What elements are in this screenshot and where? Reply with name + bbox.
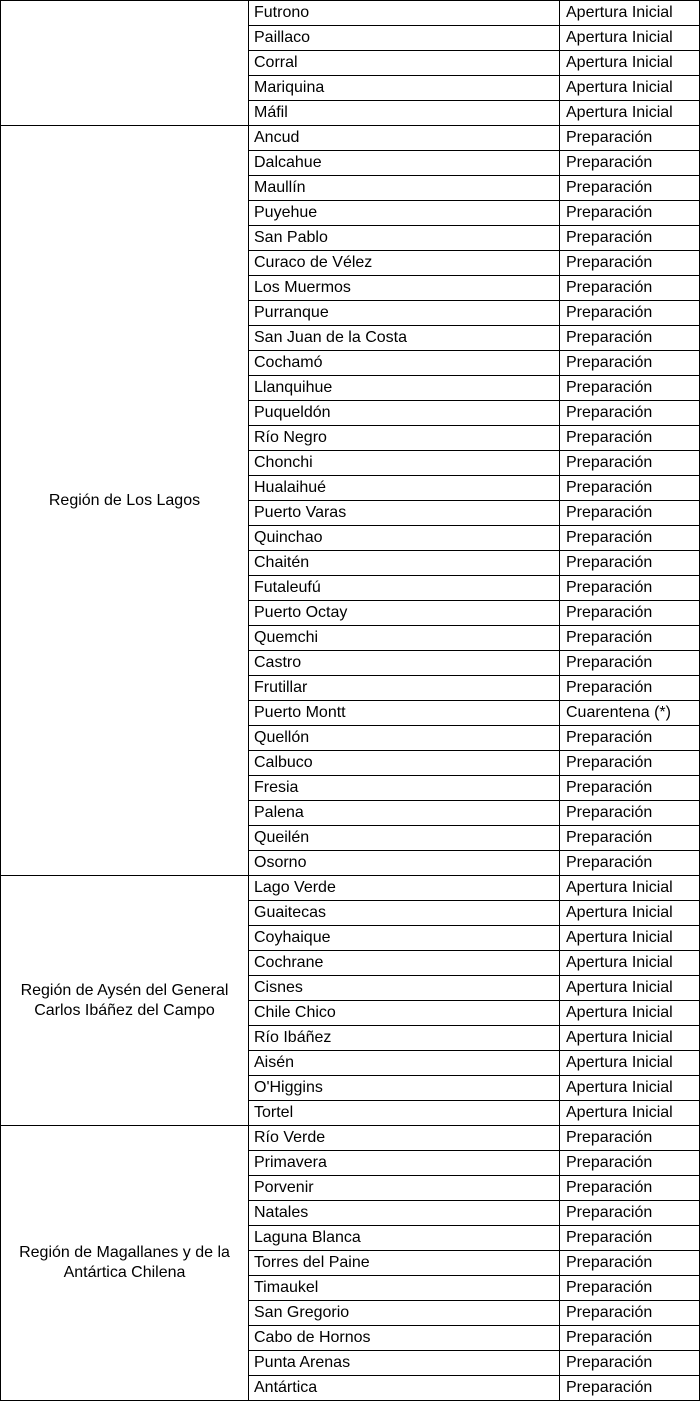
phase-status: Preparación bbox=[560, 1226, 700, 1251]
commune-name: Osorno bbox=[249, 851, 560, 876]
phase-status: Apertura Inicial bbox=[560, 901, 700, 926]
commune-name: Puqueldón bbox=[249, 401, 560, 426]
phase-status: Preparación bbox=[560, 676, 700, 701]
commune-name: Laguna Blanca bbox=[249, 1226, 560, 1251]
commune-name: Maullín bbox=[249, 176, 560, 201]
commune-name: Purranque bbox=[249, 301, 560, 326]
phase-status: Preparación bbox=[560, 501, 700, 526]
phase-status: Preparación bbox=[560, 1151, 700, 1176]
commune-name: San Gregorio bbox=[249, 1301, 560, 1326]
phase-status: Preparación bbox=[560, 851, 700, 876]
phase-status: Preparación bbox=[560, 1201, 700, 1226]
commune-name: Cochrane bbox=[249, 951, 560, 976]
phase-status: Apertura Inicial bbox=[560, 1051, 700, 1076]
commune-name: Puerto Varas bbox=[249, 501, 560, 526]
phase-status: Preparación bbox=[560, 351, 700, 376]
table-row bbox=[1, 1126, 700, 1151]
phase-status: Preparación bbox=[560, 551, 700, 576]
phase-status: Preparación bbox=[560, 251, 700, 276]
commune-name: Chaitén bbox=[249, 551, 560, 576]
phase-status: Preparación bbox=[560, 376, 700, 401]
commune-name: Chonchi bbox=[249, 451, 560, 476]
commune-name: Futrono bbox=[249, 1, 560, 26]
commune-name: Antártica bbox=[249, 1376, 560, 1401]
phase-status: Preparación bbox=[560, 1351, 700, 1376]
phase-status: Preparación bbox=[560, 726, 700, 751]
phase-status: Preparación bbox=[560, 526, 700, 551]
phase-status: Preparación bbox=[560, 401, 700, 426]
phase-status: Preparación bbox=[560, 1176, 700, 1201]
phase-status: Apertura Inicial bbox=[560, 1, 700, 26]
phase-status: Preparación bbox=[560, 751, 700, 776]
phase-status: Preparación bbox=[560, 326, 700, 351]
commune-name: Futaleufú bbox=[249, 576, 560, 601]
phase-status: Preparación bbox=[560, 1126, 700, 1151]
phase-status: Preparación bbox=[560, 801, 700, 826]
phase-status: Preparación bbox=[560, 226, 700, 251]
commune-name: Paillaco bbox=[249, 26, 560, 51]
phase-status: Preparación bbox=[560, 301, 700, 326]
phase-status: Preparación bbox=[560, 1326, 700, 1351]
phase-status: Preparación bbox=[560, 476, 700, 501]
commune-name: Guaitecas bbox=[249, 901, 560, 926]
commune-name: Quinchao bbox=[249, 526, 560, 551]
phase-status: Preparación bbox=[560, 601, 700, 626]
table-body bbox=[1, 1, 700, 1401]
commune-name: Cabo de Hornos bbox=[249, 1326, 560, 1351]
phase-status: Apertura Inicial bbox=[560, 1026, 700, 1051]
commune-name: Los Muermos bbox=[249, 276, 560, 301]
phase-status: Cuarentena (*) bbox=[560, 701, 700, 726]
phase-status: Preparación bbox=[560, 626, 700, 651]
commune-name: San Juan de la Costa bbox=[249, 326, 560, 351]
phase-status: Preparación bbox=[560, 426, 700, 451]
phase-status: Apertura Inicial bbox=[560, 1101, 700, 1126]
phase-status: Apertura Inicial bbox=[560, 951, 700, 976]
commune-name: Curaco de Vélez bbox=[249, 251, 560, 276]
phase-status: Preparación bbox=[560, 1301, 700, 1326]
commune-name: Dalcahue bbox=[249, 151, 560, 176]
commune-name: Natales bbox=[249, 1201, 560, 1226]
commune-name: Río Ibáñez bbox=[249, 1026, 560, 1051]
phase-status: Preparación bbox=[560, 1376, 700, 1401]
phase-status: Preparación bbox=[560, 1276, 700, 1301]
commune-name: Puerto Octay bbox=[249, 601, 560, 626]
commune-name: O'Higgins bbox=[249, 1076, 560, 1101]
phase-status: Apertura Inicial bbox=[560, 1001, 700, 1026]
commune-name: Porvenir bbox=[249, 1176, 560, 1201]
table-row bbox=[1, 1, 700, 26]
phase-status: Apertura Inicial bbox=[560, 876, 700, 901]
phase-status: Apertura Inicial bbox=[560, 51, 700, 76]
commune-name: Frutillar bbox=[249, 676, 560, 701]
commune-name: Río Negro bbox=[249, 426, 560, 451]
phase-status: Preparación bbox=[560, 126, 700, 151]
table-row bbox=[1, 876, 700, 901]
commune-name: Lago Verde bbox=[249, 876, 560, 901]
commune-name: San Pablo bbox=[249, 226, 560, 251]
region-name bbox=[1, 1, 249, 126]
commune-name: Puerto Montt bbox=[249, 701, 560, 726]
commune-name: Calbuco bbox=[249, 751, 560, 776]
region-name: Región de Aysén del General Carlos Ibáñez del Campo bbox=[1, 876, 249, 1126]
phase-status: Apertura Inicial bbox=[560, 101, 700, 126]
commune-name: Quemchi bbox=[249, 626, 560, 651]
commune-name: Aisén bbox=[249, 1051, 560, 1076]
phase-status: Preparación bbox=[560, 276, 700, 301]
commune-name: Quellón bbox=[249, 726, 560, 751]
commune-name: Mariquina bbox=[249, 76, 560, 101]
commune-name: Máfil bbox=[249, 101, 560, 126]
commune-name: Hualaihué bbox=[249, 476, 560, 501]
commune-name: Fresia bbox=[249, 776, 560, 801]
commune-name: Cisnes bbox=[249, 976, 560, 1001]
commune-name: Primavera bbox=[249, 1151, 560, 1176]
commune-name: Corral bbox=[249, 51, 560, 76]
commune-name: Palena bbox=[249, 801, 560, 826]
region-name: Región de Los Lagos bbox=[1, 126, 249, 876]
phase-status: Apertura Inicial bbox=[560, 1076, 700, 1101]
phase-status: Apertura Inicial bbox=[560, 26, 700, 51]
commune-name: Torres del Paine bbox=[249, 1251, 560, 1276]
commune-name: Punta Arenas bbox=[249, 1351, 560, 1376]
commune-name: Timaukel bbox=[249, 1276, 560, 1301]
phase-status: Apertura Inicial bbox=[560, 76, 700, 101]
phase-status: Preparación bbox=[560, 826, 700, 851]
commune-name: Cochamó bbox=[249, 351, 560, 376]
table-row bbox=[1, 126, 700, 151]
phase-status: Preparación bbox=[560, 176, 700, 201]
region-name: Región de Magallanes y de la Antártica Chilena bbox=[1, 1126, 249, 1401]
commune-name: Castro bbox=[249, 651, 560, 676]
commune-name: Río Verde bbox=[249, 1126, 560, 1151]
commune-name: Llanquihue bbox=[249, 376, 560, 401]
commune-name: Queilén bbox=[249, 826, 560, 851]
phase-status: Preparación bbox=[560, 776, 700, 801]
commune-name: Coyhaique bbox=[249, 926, 560, 951]
phase-status: Apertura Inicial bbox=[560, 976, 700, 1001]
phase-status: Preparación bbox=[560, 1251, 700, 1276]
commune-name: Puyehue bbox=[249, 201, 560, 226]
phase-status: Preparación bbox=[560, 201, 700, 226]
phase-status: Preparación bbox=[560, 651, 700, 676]
phase-status: Preparación bbox=[560, 451, 700, 476]
phase-status: Apertura Inicial bbox=[560, 926, 700, 951]
phase-status: Preparación bbox=[560, 576, 700, 601]
phase-status: Preparación bbox=[560, 151, 700, 176]
commune-name: Tortel bbox=[249, 1101, 560, 1126]
commune-name: Chile Chico bbox=[249, 1001, 560, 1026]
commune-name: Ancud bbox=[249, 126, 560, 151]
